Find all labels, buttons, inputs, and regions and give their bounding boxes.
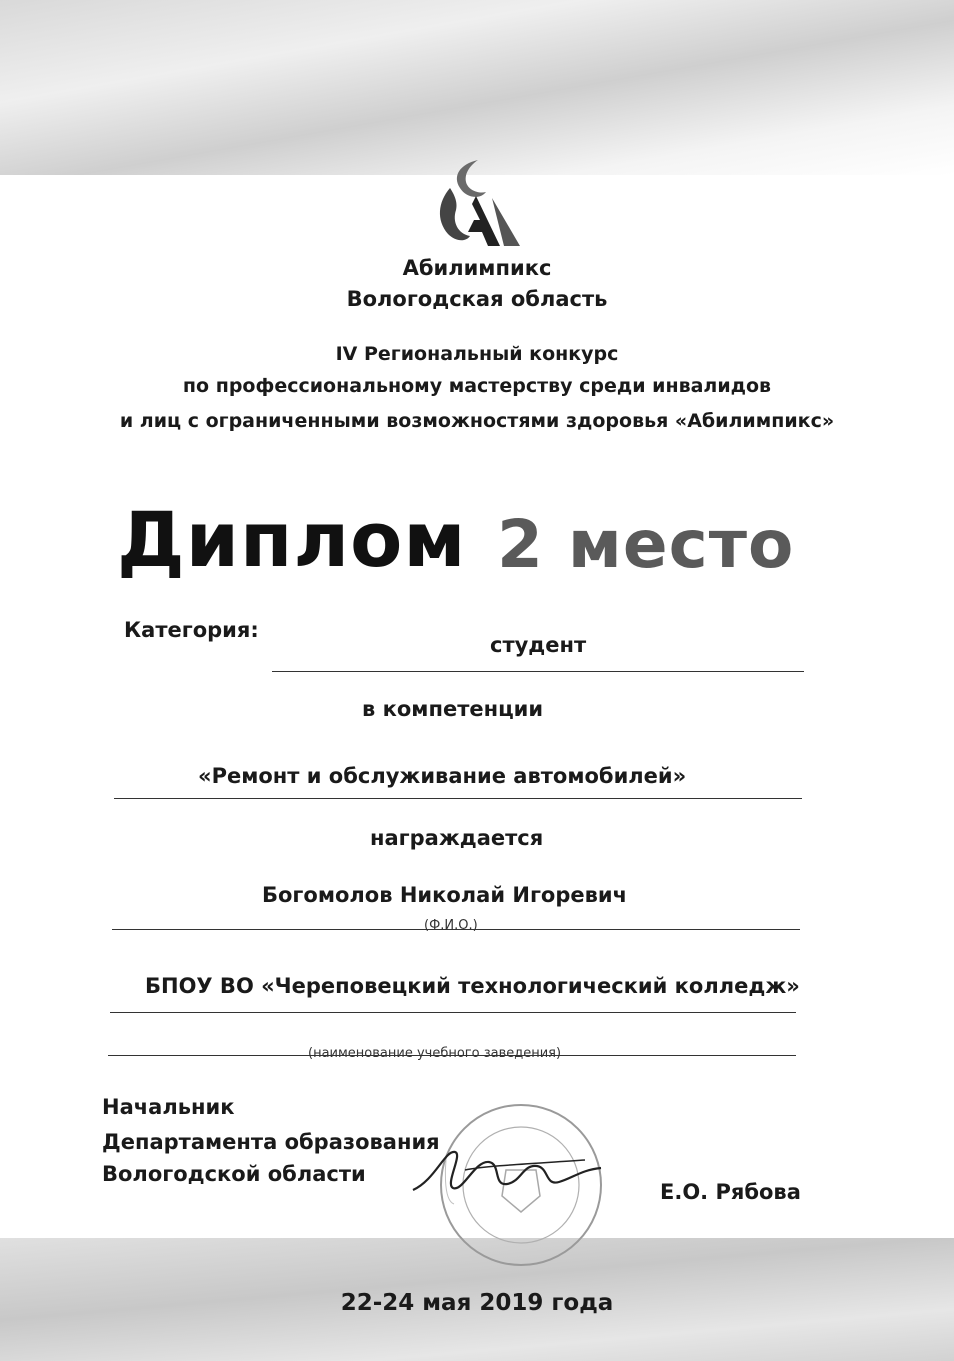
recipient-name: Богомолов Николай Игоревич xyxy=(262,883,628,907)
category-label: Категория: xyxy=(124,618,259,642)
contest-title-line-1: IV Региональный конкурс xyxy=(335,343,619,365)
institution-underline-1 xyxy=(110,1012,796,1013)
contest-title-line-3: и лиц с ограниченными возможностями здоровья «Абилимпикс» xyxy=(119,410,835,432)
org-region: Вологодская область xyxy=(346,287,608,311)
awarded-label: награждается xyxy=(370,826,544,850)
signer-position-line-1: Начальник xyxy=(102,1095,235,1119)
event-date: 22-24 мая 2019 года xyxy=(340,1290,614,1316)
competence-underline xyxy=(114,798,802,799)
signer-position-line-2: Департамента образования xyxy=(102,1130,440,1154)
org-name: Абилимпикс xyxy=(402,256,552,280)
signer-name: Е.О. Рябова xyxy=(660,1180,801,1204)
contest-title-line-2: по профессиональному мастерству среди инвалидов xyxy=(182,375,772,397)
institution-hint: (наименование учебного заведения) xyxy=(308,1046,562,1061)
top-decorative-band xyxy=(0,0,954,175)
signer-position-line-3: Вологодской области xyxy=(102,1162,366,1186)
category-underline xyxy=(272,671,804,672)
place-title: 2 место xyxy=(497,506,795,583)
diploma-title: Диплом xyxy=(117,495,467,584)
competence-label: в компетенции xyxy=(362,697,544,721)
institution-name: БПОУ ВО «Череповецкий технологический колледж» xyxy=(145,974,800,998)
competence-value: «Ремонт и обслуживание автомобилей» xyxy=(198,764,687,788)
abilympics-logo xyxy=(430,158,522,248)
category-value: студент xyxy=(490,633,587,657)
recipient-hint: (Ф.И.О.) xyxy=(424,918,478,933)
